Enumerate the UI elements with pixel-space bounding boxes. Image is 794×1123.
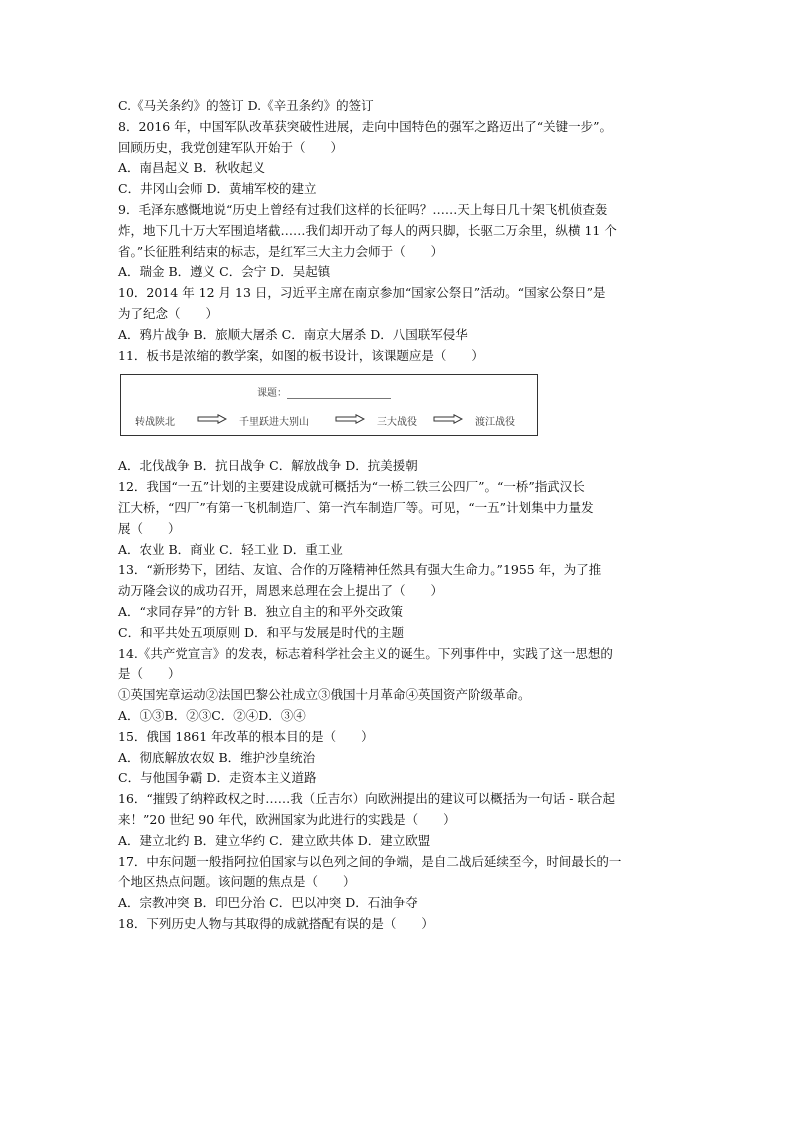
board-design-diagram [120,374,538,436]
text-line: C.《马关条约》的签订 D.《辛丑条约》的签订 [118,98,374,113]
text-line: 是（ ） [118,666,181,682]
text-line: 江大桥，“四厂”有第一飞机制造厂、第一汽车制造厂等。可见，“一五”计划集中力量发 [118,499,594,515]
text-line: 10．2014 年 12 月 13 日，习近平主席在南京参加“国家公祭日”活动。“国家公祭日”是 [118,285,606,301]
text-line: C．与他国争霸 D．走资本主义道路 [118,770,317,786]
text-line: 动万隆会议的成功召开，周恩来总理在会上提出了（ ） [118,583,444,599]
diagram-step-4: 渡江战役 [475,417,515,429]
text-line: 炸，地下几十万大军围追堵截……我们却开动了每人的两只脚，长驱二万余里，纵横 11 个 [118,222,617,238]
text-line: 18．下列历史人物与其取得的成就搭配有误的是（ ） [118,915,434,931]
diagram-title-label: 课题： [257,388,287,400]
diagram-title-blank [287,398,391,399]
text-line: A．①③B．②③C．②④D．③④ [118,707,306,723]
question-block-top [118,96,678,366]
text-line: A．建立北约 B．建立华约 C．建立欧共体 D．建立欧盟 [118,832,431,848]
text-line: A．农业 B．商业 C．轻工业 D．重工业 [118,541,343,557]
text-line: 为了纪念（ ） [118,305,219,321]
double-arrow-icon [335,414,365,424]
text-line: A．瑞金 B．遵义 C．会宁 D．吴起镇 [118,264,331,280]
diagram-step-2: 千里跃进大别山 [239,417,309,429]
text-line: 17．中东问题一般指阿拉伯国家与以色列之间的争端，是自二战后延续至今，时间最长的一 [118,853,622,869]
text-line: A．“求同存异”的方针 B．独立自主的和平外交政策 [118,603,403,619]
double-arrow-icon [197,414,227,424]
text-line: C．和平共处五项原则 D．和平与发展是时代的主题 [118,624,405,640]
document-page [118,96,678,935]
text-line: 16．“摧毁了纳粹政权之时……我（丘吉尔）向欧洲提出的建议可以概括为一句话 - 联合起 [118,791,615,807]
text-line: 15．俄国 1861 年改革的根本目的是（ ） [118,728,374,744]
double-arrow-icon [433,414,463,424]
text-line: 13．“新形势下，团结、友谊、合作的万隆精神任然具有强大生命力。”1955 年，为了推 [118,562,602,578]
text-line: 个地区热点问题。该问题的焦点是（ ） [118,874,356,890]
text-line: A．宗教冲突 B．印巴分治 C．巴以冲突 D．石油争夺 [118,895,418,911]
text-line: 展（ ） [118,520,181,536]
text-line: 11．板书是浓缩的教学案，如图的板书设计，该课题应是（ ） [118,347,484,363]
text-line: A．北伐战争 B．抗日战争 C．解放战争 D．抗美援朝 [118,458,418,474]
text-line: 14.《共产党宣言》的发表，标志着科学社会主义的诞生。下列事件中，实践了这一思想的 [118,645,613,661]
question-block-bottom [118,456,678,934]
diagram-step-1: 转战陕北 [135,417,175,429]
text-line: ①英国宪章运动②法国巴黎公社成立③俄国十月革命④英国资产阶级革命。 [118,687,531,703]
text-line: A．鸦片战争 B．旅顺大屠杀 C．南京大屠杀 D．八国联军侵华 [118,326,468,342]
text-line: 省。”长征胜利结束的标志，是红军三大主力会师于（ ） [118,243,444,259]
diagram-step-3: 三大战役 [377,417,417,429]
text-line: 8．2016 年，中国军队改革获突破性进展，走向中国特色的强军之路迈出了“关键一步”。 [118,118,613,134]
board-figure [118,366,678,456]
text-line: 回顾历史，我党创建军队开始于（ ） [118,139,344,155]
text-line: 来！”20 世纪 90 年代，欧洲国家为此进行的实践是（ ） [118,811,456,827]
text-line: 12．我国“一五”计划的主要建设成就可概括为“一桥二铁三公四厂”。“一桥”指武汉长 [118,479,585,495]
text-line: A．彻底解放农奴 B．维护沙皇统治 [118,749,316,765]
text-line: A．南昌起义 B．秋收起义 [118,160,266,176]
text-line: 9．毛泽东感慨地说“历史上曾经有过我们这样的长征吗？……天上每日几十架飞机侦查轰 [118,201,608,217]
text-line: C．井冈山会师 D．黄埔军校的建立 [118,181,317,197]
